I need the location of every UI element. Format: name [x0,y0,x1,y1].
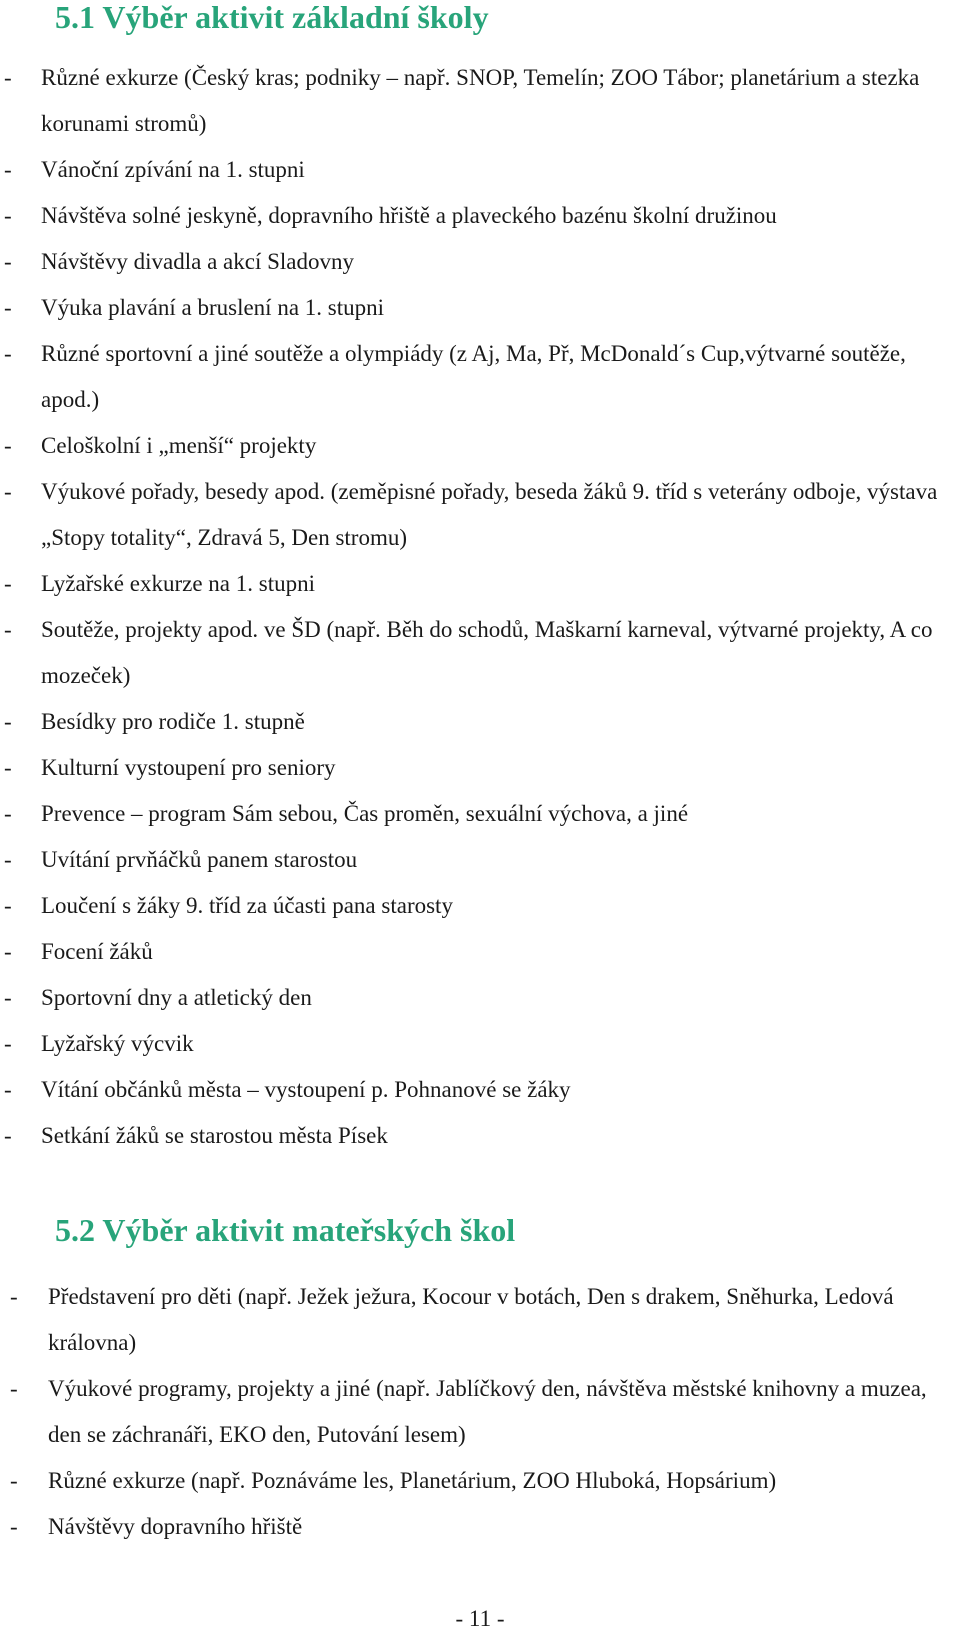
list-item [0,883,960,929]
list-item [0,193,960,239]
list-item [0,239,960,285]
list-item-text: Výukové programy, projekty a jiné (např. Jablíčkový den, návštěva městské knihovny a muzea, den se záchranáři, EKO den, Putování lesem) [48,1376,927,1447]
list-item-text: Představení pro děti (např. Ježek ježura, Kocour v botách, Den s drakem, Sněhurka, Ledová královna) [48,1284,894,1355]
bullet-dash: - [4,709,12,734]
list-item-text: Vánoční zpívání na 1. stupni [41,157,305,182]
list-item [0,561,960,607]
list-item [0,1067,960,1113]
bullet-dash: - [4,341,12,366]
list-item [0,975,960,1021]
bullet-dash: - [4,755,12,780]
bullet-dash: - [4,249,12,274]
list-item [0,423,960,469]
list-item [0,469,960,561]
list-item [0,147,960,193]
list-item [0,55,960,147]
section-heading-primary-school: 5.1 Výběr aktivit základní školy [55,0,489,35]
bullet-dash: - [4,571,12,596]
list-item-text: Besídky pro rodiče 1. stupně [41,709,305,734]
bullet-dash: - [4,1077,12,1102]
list-item-text: Focení žáků [41,939,153,964]
bullet-dash: - [4,203,12,228]
bullet-dash: - [4,617,12,642]
list-item-text: Výuka plavání a bruslení na 1. stupni [41,295,385,320]
bullet-dash: - [4,1031,12,1056]
kindergarten-activities-list [0,1274,960,1550]
list-item [0,1366,960,1458]
list-item-text: Soutěže, projekty apod. ve ŠD (např. Běh do schodů, Maškarní karneval, výtvarné projekty, A co mozeček) [41,617,933,688]
list-item [0,1458,960,1504]
list-item-text: Prevence – program Sám sebou, Čas proměn, sexuální výchova, a jiné [41,801,689,826]
list-item [0,1021,960,1067]
list-item-text: Lyžařský výcvik [41,1031,194,1056]
list-item-text: Různé exkurze (např. Poznáváme les, Planetárium, ZOO Hluboká, Hopsárium) [48,1468,777,1493]
list-item [0,1274,960,1366]
list-item [0,607,960,699]
list-item-text: Setkání žáků se starostou města Písek [41,1123,388,1148]
list-item [0,331,960,423]
bullet-dash: - [10,1468,18,1493]
list-item-text: Kulturní vystoupení pro seniory [41,755,336,780]
list-item [0,1504,960,1550]
list-item [0,745,960,791]
list-item [0,699,960,745]
bullet-dash: - [4,1123,12,1148]
list-item-text: Celoškolní i „menší“ projekty [41,433,317,458]
list-item-text: Návštěva solné jeskyně, dopravního hřiště a plaveckého bazénu školní družinou [41,203,777,228]
bullet-dash: - [4,939,12,964]
bullet-dash: - [4,847,12,872]
list-item-text: Různé sportovní a jiné soutěže a olympiády (z Aj, Ma, Př, McDonald´s Cup,výtvarné soutěže, apod.) [41,341,906,412]
bullet-dash: - [4,801,12,826]
bullet-dash: - [4,893,12,918]
list-item-text: Lyžařské exkurze na 1. stupni [41,571,315,596]
bullet-dash: - [4,157,12,182]
list-item-text: Vítání občánků města – vystoupení p. Pohnanové se žáky [41,1077,571,1102]
bullet-dash: - [10,1376,18,1401]
list-item [0,929,960,975]
list-item-text: Návštěvy divadla a akcí Sladovny [41,249,354,274]
list-item-text: Loučení s žáky 9. tříd za účasti pana starosty [41,893,453,918]
list-item [0,791,960,837]
list-item-text: Návštěvy dopravního hřiště [48,1514,303,1539]
bullet-dash: - [4,479,12,504]
list-item [0,285,960,331]
list-item-text: Výukové pořady, besedy apod. (zeměpisné pořady, beseda žáků 9. tříd s veterány odboje, výstava „Stopy totality“, Zdravá 5, Den stromu) [41,479,938,550]
section-heading-kindergartens: 5.2 Výběr aktivit mateřských škol [55,1212,516,1248]
list-item [0,1113,960,1159]
list-item [0,837,960,883]
bullet-dash: - [4,985,12,1010]
bullet-dash: - [4,433,12,458]
list-item-text: Různé exkurze (Český kras; podniky – např. SNOP, Temelín; ZOO Tábor; planetárium a stezka korunami stromů) [41,65,920,136]
bullet-dash: - [10,1514,18,1539]
bullet-dash: - [4,295,12,320]
bullet-dash: - [10,1284,18,1309]
list-item-text: Uvítání prvňáčků panem starostou [41,847,358,872]
list-item-text: Sportovní dny a atletický den [41,985,312,1010]
page-number: - 11 - [455,1606,505,1631]
primary-school-activities-list [0,55,960,1159]
bullet-dash: - [4,65,12,90]
